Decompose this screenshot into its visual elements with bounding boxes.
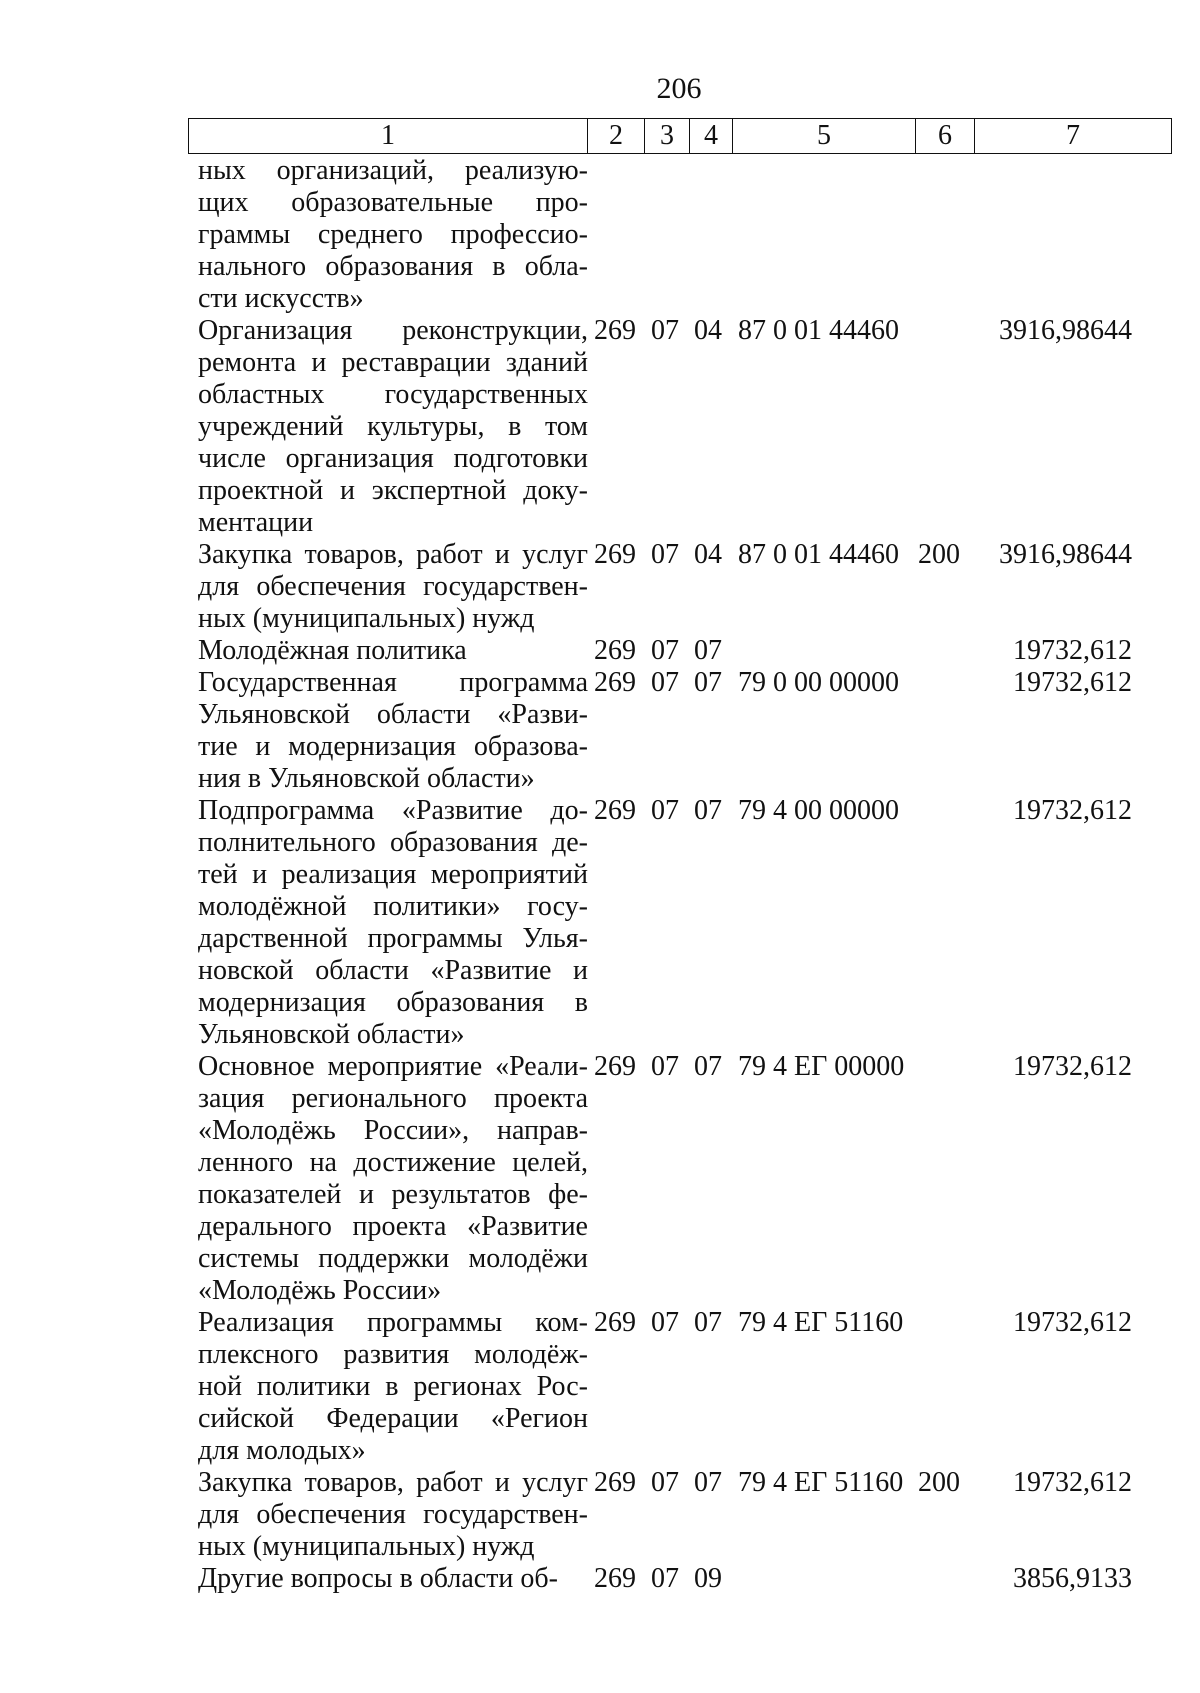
row-col-2: 269 <box>594 1051 636 1082</box>
row-col-5: 79 4 00 00000 <box>738 795 899 826</box>
row-col-4: 07 <box>694 1467 722 1498</box>
row-name-line: новской области «Развитие и <box>198 955 588 986</box>
row-name-line: щих образовательные про- <box>198 187 588 218</box>
row-amount: 19732,612 <box>1013 667 1132 698</box>
row-name-line: Ульяновской области «Разви- <box>198 699 588 730</box>
row-col-3: 07 <box>651 1051 679 1082</box>
row-col-2: 269 <box>594 1307 636 1338</box>
table-row <box>198 155 1178 315</box>
row-amount: 19732,612 <box>1013 635 1132 666</box>
row-col-3: 07 <box>651 1307 679 1338</box>
table-row <box>198 315 1178 539</box>
row-col-4: 07 <box>694 1051 722 1082</box>
row-name-line: для обеспечения государствен- <box>198 571 588 602</box>
row-name-line: для молодых» <box>198 1435 366 1466</box>
row-name-line: проектной и экспертной доку- <box>198 475 588 506</box>
row-name-line: Подпрограмма «Развитие до- <box>198 795 588 826</box>
row-name-line: тей и реализация мероприятий <box>198 859 588 890</box>
row-name-line: плексного развития молодёж- <box>198 1339 588 1370</box>
row-name-line: «Молодёжь России» <box>198 1275 442 1306</box>
row-name <box>198 1563 588 1595</box>
row-amount: 19732,612 <box>1013 1051 1132 1082</box>
row-col-4: 07 <box>694 635 722 666</box>
row-name-line: для обеспечения государствен- <box>198 1499 588 1530</box>
row-name-line: ментации <box>198 507 314 538</box>
row-name-line: Основное мероприятие «Реали- <box>198 1051 588 1082</box>
row-col-5: 79 0 00 00000 <box>738 667 899 698</box>
row-name-line: ной политики в регионах Рос- <box>198 1371 588 1402</box>
row-name-line: Закупка товаров, работ и услуг <box>198 539 588 570</box>
column-header-1: 1 <box>189 119 588 154</box>
column-header-row <box>189 119 1172 154</box>
row-name-line: показателей и результатов фе- <box>198 1179 588 1210</box>
column-header-6: 6 <box>916 119 975 154</box>
column-header-4: 4 <box>690 119 733 154</box>
table-row <box>198 1051 1178 1307</box>
row-name-line: зация регионального проекта <box>198 1083 588 1114</box>
row-col-3: 07 <box>651 539 679 570</box>
row-name <box>198 1467 588 1563</box>
row-name-line: Ульяновской области» <box>198 1019 465 1050</box>
table-row <box>198 539 1178 635</box>
row-col-4: 07 <box>694 1307 722 1338</box>
page-number: 206 <box>656 72 702 105</box>
budget-table-body <box>198 155 1178 1595</box>
row-name-line: ных (муниципальных) нужд <box>198 1531 535 1562</box>
row-name-line: ных организаций, реализую- <box>198 155 588 186</box>
row-name <box>198 539 588 635</box>
row-name-line: нального образования в обла- <box>198 251 588 282</box>
row-col-5: 87 0 01 44460 <box>738 539 899 570</box>
row-col-5: 79 4 ЕГ 51160 <box>738 1467 904 1498</box>
row-col-2: 269 <box>594 1467 636 1498</box>
row-name-line: Закупка товаров, работ и услуг <box>198 1467 588 1498</box>
column-header-7: 7 <box>975 119 1172 154</box>
row-col-4: 04 <box>694 539 722 570</box>
row-name <box>198 667 588 795</box>
row-name <box>198 635 588 667</box>
row-col-4: 07 <box>694 795 722 826</box>
row-name-line: сти искусств» <box>198 283 364 314</box>
row-col-2: 269 <box>594 667 636 698</box>
row-name-line: тие и модернизация образова- <box>198 731 588 762</box>
row-name-line: сийской Федерации «Регион <box>198 1403 588 1434</box>
row-name-line: системы поддержки молодёжи <box>198 1243 588 1274</box>
row-col-5: 79 4 ЕГ 51160 <box>738 1307 904 1338</box>
row-name-line: дерального проекта «Развитие <box>198 1211 588 1242</box>
row-col-6: 200 <box>918 539 960 570</box>
row-amount: 19732,612 <box>1013 1467 1132 1498</box>
row-name-line: ленного на достижение целей, <box>198 1147 588 1178</box>
row-amount: 3916,98644 <box>999 315 1132 346</box>
row-name-line: числе организация подготовки <box>198 443 588 474</box>
row-amount: 3856,9133 <box>1013 1563 1132 1594</box>
row-col-2: 269 <box>594 315 636 346</box>
row-name-line: Государственная программа <box>198 667 588 698</box>
table-row <box>198 1307 1178 1467</box>
row-name-line: дарственной программы Улья- <box>198 923 588 954</box>
row-col-2: 269 <box>594 635 636 666</box>
table-row <box>198 667 1178 795</box>
row-name-line: граммы среднего профессио- <box>198 219 588 250</box>
row-col-3: 07 <box>651 795 679 826</box>
row-col-4: 09 <box>694 1563 722 1594</box>
row-name-line: ния в Ульяновской области» <box>198 763 535 794</box>
row-col-6: 200 <box>918 1467 960 1498</box>
row-col-5: 79 4 ЕГ 00000 <box>738 1051 905 1082</box>
row-name-line: Организация реконструкции, <box>198 315 588 346</box>
row-col-5: 87 0 01 44460 <box>738 315 899 346</box>
row-col-3: 07 <box>651 1467 679 1498</box>
row-col-4: 04 <box>694 315 722 346</box>
row-amount: 19732,612 <box>1013 1307 1132 1338</box>
row-col-3: 07 <box>651 667 679 698</box>
column-header-3: 3 <box>645 119 690 154</box>
row-amount: 19732,612 <box>1013 795 1132 826</box>
row-col-2: 269 <box>594 795 636 826</box>
row-name-line: ремонта и реставрации зданий <box>198 347 588 378</box>
column-header-5: 5 <box>733 119 916 154</box>
row-name-line: полнительного образования де- <box>198 827 588 858</box>
row-col-3: 07 <box>651 1563 679 1594</box>
column-header-2: 2 <box>588 119 645 154</box>
row-name-line: Молодёжная политика <box>198 635 467 666</box>
row-name <box>198 155 588 315</box>
row-name <box>198 795 588 1051</box>
row-name-line: Реализация программы ком- <box>198 1307 588 1338</box>
table-row <box>198 1563 1178 1595</box>
row-col-3: 07 <box>651 635 679 666</box>
table-row <box>198 635 1178 667</box>
table-row <box>198 795 1178 1051</box>
column-header-table <box>188 118 1172 154</box>
row-name <box>198 315 588 539</box>
row-name-line: модернизация образования в <box>198 987 588 1018</box>
row-name-line: ных (муниципальных) нужд <box>198 603 535 634</box>
row-name <box>198 1051 588 1307</box>
row-col-3: 07 <box>651 315 679 346</box>
row-name-line: Другие вопросы в области об- <box>198 1563 558 1594</box>
row-name-line: «Молодёжь России», направ- <box>198 1115 588 1146</box>
row-name-line: областных государственных <box>198 379 588 410</box>
row-col-2: 269 <box>594 539 636 570</box>
row-col-4: 07 <box>694 667 722 698</box>
row-amount: 3916,98644 <box>999 539 1132 570</box>
row-name <box>198 1307 588 1467</box>
table-row <box>198 1467 1178 1563</box>
row-name-line: молодёжной политики» госу- <box>198 891 588 922</box>
row-name-line: учреждений культуры, в том <box>198 411 588 442</box>
row-col-2: 269 <box>594 1563 636 1594</box>
